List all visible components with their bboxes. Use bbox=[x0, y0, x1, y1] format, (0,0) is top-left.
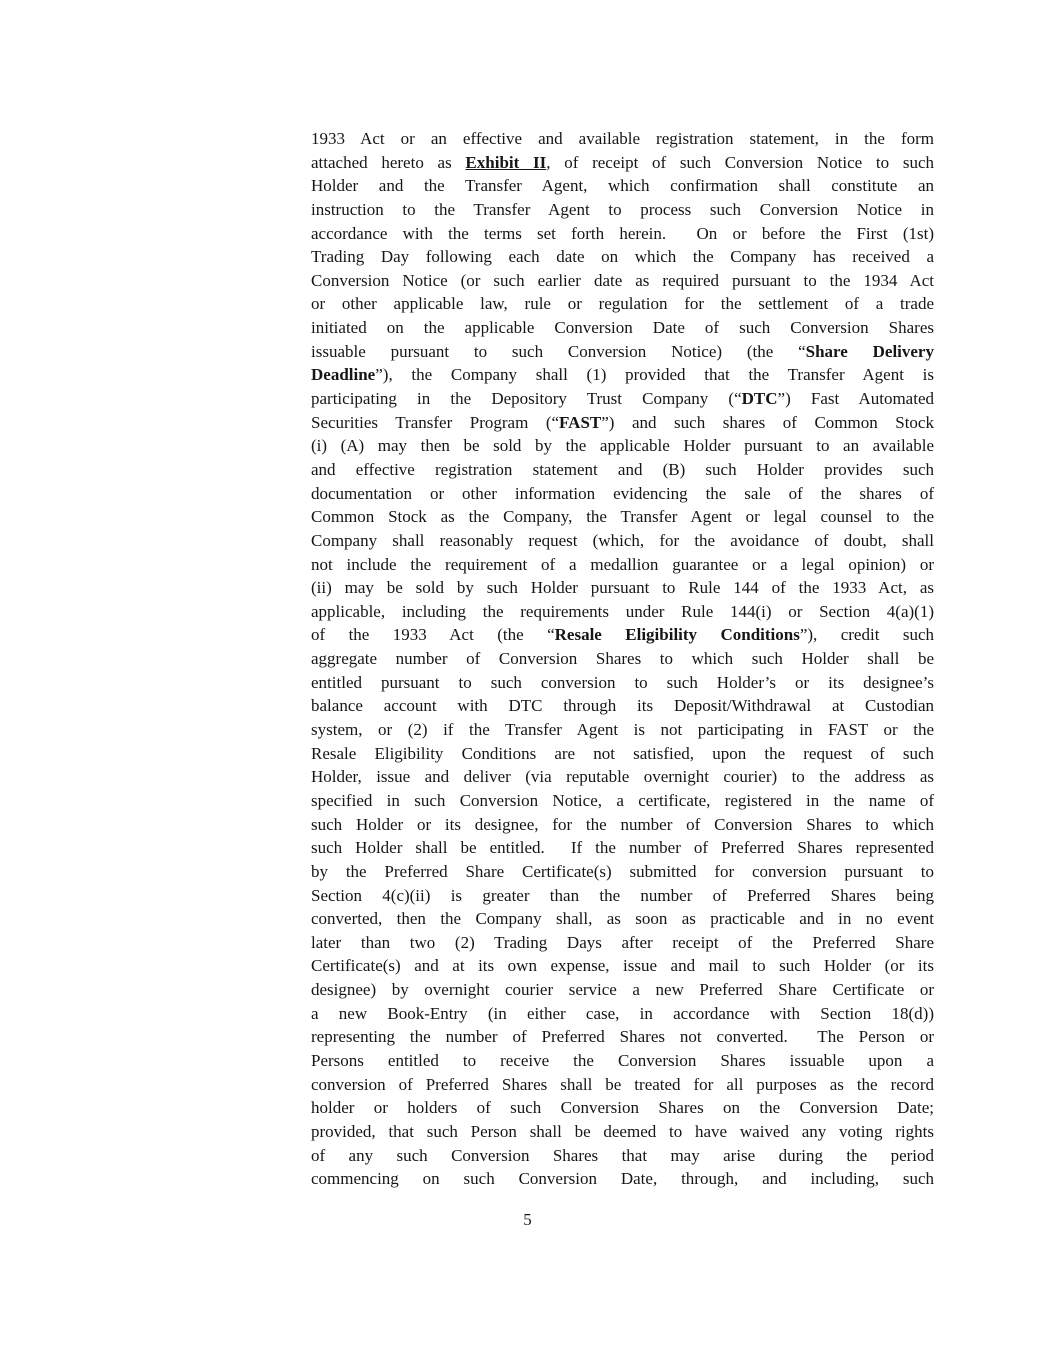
text-run: (ii) may be sold by such Holder pursuant to Rule 144 of the 1933 Act, as bbox=[311, 578, 934, 598]
text-run: not include the requirement of a medallion guarantee or a legal opinion) or bbox=[311, 554, 934, 574]
text-run: ”) Fast Automated bbox=[777, 389, 934, 409]
text-line bbox=[311, 1120, 934, 1144]
text-run: system, or (2) if the Transfer Agent is not participating in FAST or the bbox=[311, 720, 934, 740]
defined-term: Resale Eligibility Conditions bbox=[554, 625, 800, 645]
text-run: conversion of Preferred Shares shall be treated for all purposes as the record bbox=[311, 1074, 934, 1094]
text-line bbox=[311, 623, 934, 647]
text-line bbox=[311, 576, 934, 600]
text-run: Holder, issue and deliver (via reputable overnight courier) to the address as bbox=[311, 767, 934, 787]
text-line bbox=[311, 647, 934, 671]
text-line bbox=[311, 411, 934, 435]
text-run: applicable, including the requirements under Rule 144(i) or Section 4(a)(1) bbox=[311, 601, 934, 621]
text-line bbox=[311, 505, 934, 529]
text-line bbox=[311, 198, 934, 222]
text-line bbox=[311, 269, 934, 293]
text-line bbox=[311, 765, 934, 789]
defined-term: DTC bbox=[741, 389, 778, 409]
text-run: , of receipt of such Conversion Notice to such bbox=[546, 152, 935, 172]
text-line bbox=[311, 1144, 934, 1168]
text-run: later than two (2) Trading Days after receipt of the Preferred Share bbox=[311, 932, 934, 952]
text-run: provided, that such Person shall be deemed to have waived any voting rights bbox=[311, 1121, 934, 1141]
text-line bbox=[311, 245, 934, 269]
text-run: of the 1933 Act (the “ bbox=[311, 625, 555, 645]
text-line bbox=[311, 1002, 934, 1026]
text-run: Holder and the Transfer Agent, which confirmation shall constitute an bbox=[311, 176, 934, 196]
text-run: Company shall reasonably request (which, for the avoidance of doubt, shall bbox=[311, 530, 934, 550]
text-line bbox=[311, 340, 934, 364]
text-line bbox=[311, 884, 934, 908]
text-run: of any such Conversion Shares that may arise during the period bbox=[311, 1145, 934, 1165]
text-line bbox=[311, 978, 934, 1002]
text-run: 1933 Act or an effective and available registration statement, in the form bbox=[311, 129, 934, 148]
text-line bbox=[311, 434, 934, 458]
text-run: ”) and such shares of Common Stock bbox=[601, 412, 934, 432]
text-run: entitled pursuant to such conversion to such Holder’s or its designee’s bbox=[311, 672, 934, 692]
text-run: designee) by overnight courier service a new Preferred Share Certificate or bbox=[311, 980, 934, 1000]
text-line bbox=[311, 907, 934, 931]
text-line bbox=[311, 789, 934, 813]
text-line bbox=[311, 222, 934, 246]
text-line bbox=[311, 1167, 934, 1191]
text-line bbox=[311, 1096, 934, 1120]
text-run: ”), credit such bbox=[799, 625, 934, 645]
text-line bbox=[311, 482, 934, 506]
text-run: attached hereto as bbox=[311, 152, 466, 172]
defined-term: FAST bbox=[559, 412, 602, 432]
text-run: converted, then the Company shall, as soon as practicable and in no event bbox=[311, 909, 934, 929]
text-line bbox=[311, 1049, 934, 1073]
text-run: instruction to the Transfer Agent to process such Conversion Notice in bbox=[311, 199, 934, 219]
defined-term: Exhibit II bbox=[465, 152, 547, 172]
text-line bbox=[311, 671, 934, 695]
text-run: Section 4(c)(ii) is greater than the number of Preferred Shares being bbox=[311, 885, 934, 905]
text-run: or other applicable law, rule or regulation for the settlement of a trade bbox=[311, 294, 934, 314]
page-number: 5 bbox=[523, 1210, 532, 1229]
text-run: Common Stock as the Company, the Transfer Agent or legal counsel to the bbox=[311, 507, 934, 527]
text-run: balance account with DTC through its Deposit/Withdrawal at Custodian bbox=[311, 696, 934, 716]
text-line bbox=[311, 316, 934, 340]
text-run: Persons entitled to receive the Conversion Shares issuable upon a bbox=[311, 1050, 934, 1070]
text-line bbox=[311, 836, 934, 860]
text-line bbox=[311, 600, 934, 624]
defined-term: Share Delivery bbox=[805, 341, 934, 361]
text-run: Conversion Notice (or such earlier date as required pursuant to the 1934 Act bbox=[311, 270, 934, 290]
text-run: (i) (A) may then be sold by the applicable Holder pursuant to an available bbox=[311, 436, 934, 456]
text-line bbox=[311, 742, 934, 766]
text-run: holder or holders of such Conversion Shares on the Conversion Date; bbox=[311, 1098, 934, 1118]
text-line bbox=[311, 860, 934, 884]
text-run: Securities Transfer Program (“ bbox=[311, 412, 560, 432]
text-line bbox=[311, 931, 934, 955]
text-run: such Holder shall be entitled. If the number of Preferred Shares represented bbox=[311, 838, 934, 858]
text-line bbox=[311, 529, 934, 553]
defined-term: Deadline bbox=[311, 365, 376, 385]
text-run: such Holder or its designee, for the number of Conversion Shares to which bbox=[311, 814, 934, 834]
text-run: specified in such Conversion Notice, a certificate, registered in the name of bbox=[311, 790, 934, 810]
text-run: participating in the Depository Trust Company (“ bbox=[311, 389, 742, 409]
text-run: and effective registration statement and (B) such Holder provides such bbox=[311, 459, 934, 479]
text-run: documentation or other information evidencing the sale of the shares of bbox=[311, 483, 934, 503]
text-run: representing the number of Preferred Shares not converted. The Person or bbox=[311, 1027, 934, 1047]
text-line bbox=[311, 127, 934, 151]
text-line bbox=[311, 1025, 934, 1049]
text-run: by the Preferred Share Certificate(s) submitted for conversion pursuant to bbox=[311, 861, 934, 881]
paragraph bbox=[311, 127, 934, 1191]
text-run: initiated on the applicable Conversion Date of such Conversion Shares bbox=[311, 318, 934, 338]
text-line bbox=[311, 458, 934, 482]
text-line bbox=[311, 718, 934, 742]
text-run: commencing on such Conversion Date, through, and including, such bbox=[311, 1169, 934, 1189]
text-run: Certificate(s) and at its own expense, issue and mail to such Holder (or its bbox=[311, 956, 934, 976]
text-run: accordance with the terms set forth herein. On or before the First (1st) bbox=[311, 223, 934, 243]
text-line bbox=[311, 694, 934, 718]
text-run: Trading Day following each date on which the Company has received a bbox=[311, 247, 934, 267]
text-line bbox=[311, 174, 934, 198]
text-line bbox=[311, 292, 934, 316]
text-run: issuable pursuant to such Conversion Notice) (the “ bbox=[311, 341, 806, 361]
text-run: Resale Eligibility Conditions are not satisfied, upon the request of such bbox=[311, 743, 934, 763]
text-run: aggregate number of Conversion Shares to which such Holder shall be bbox=[311, 649, 934, 669]
text-run: ”), the Company shall (1) provided that the Transfer Agent is bbox=[375, 365, 934, 385]
text-line bbox=[311, 387, 934, 411]
text-line bbox=[311, 363, 934, 387]
text-line bbox=[311, 553, 934, 577]
text-line bbox=[311, 151, 934, 175]
text-run: a new Book-Entry (in either case, in accordance with Section 18(d)) bbox=[311, 1003, 934, 1023]
text-line bbox=[311, 1073, 934, 1097]
text-line bbox=[311, 813, 934, 837]
text-line bbox=[311, 954, 934, 978]
